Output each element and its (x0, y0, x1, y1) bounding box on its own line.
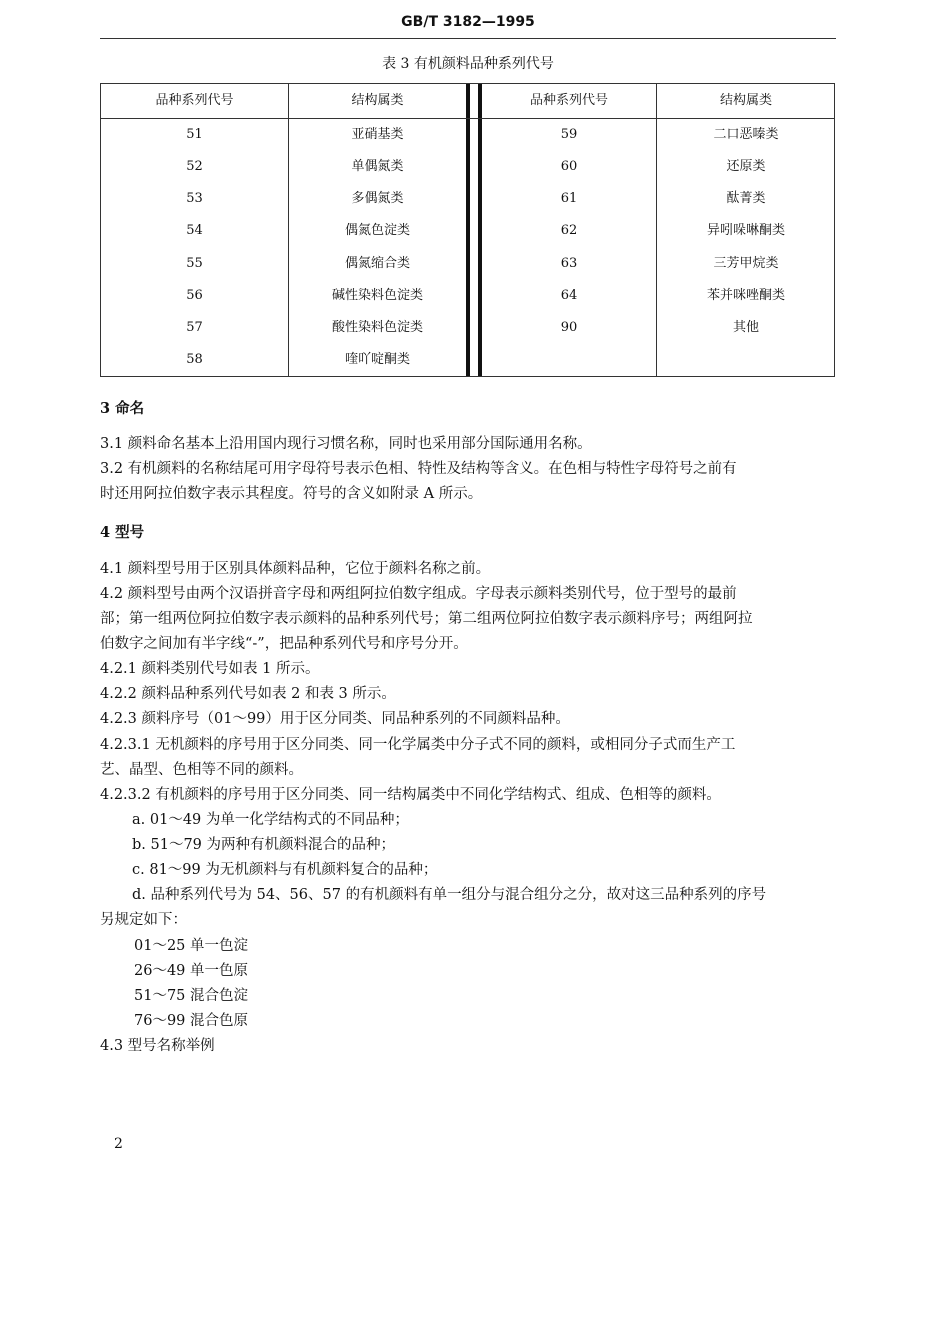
structure-class-cell: 亚硝基类 (351, 127, 404, 142)
clause-4-2-3-1-line-1: 4.2.3.1 无机颜料的序号用于区分同类、同一化学属类中分子式不同的颜料，或相同分子式而生产工 (100, 737, 736, 753)
structure-class-cell: 二口恶嗪类 (713, 127, 779, 142)
series-code-cell: 63 (560, 256, 578, 271)
list-item-a: a. 01～49 为单一化学结构式的不同品种； (132, 812, 409, 828)
range-row: 76～99 混合色原 (134, 1013, 249, 1029)
series-code-cell: 62 (560, 223, 578, 238)
document-header (100, 8, 836, 39)
structure-class-cell: 异吲哚啉酮类 (706, 223, 785, 238)
series-code-cell (482, 344, 656, 376)
series-code-cell: 56 (186, 288, 203, 303)
series-code-cell: 58 (186, 352, 203, 367)
section-4-title: 4 型号 (100, 524, 145, 541)
list-item-d-line-1: d. 品种系列代号为 54、56、57 的有机颜料有单一组分与混合组分之分，故对这三品种系列的序号 (132, 887, 767, 903)
structure-class-cell: 三芳甲烷类 (713, 256, 779, 271)
table-caption: 表 3 有机颜料品种系列代号 (382, 56, 554, 72)
clause-4-2-line-3: 伯数字之间加有半字线“-”，把品种系列代号和序号分开。 (100, 636, 468, 652)
section-3-title: 3 命名 (100, 400, 145, 417)
clause-4-2-3-2: 4.2.3.2 有机颜料的序号用于区分同类、同一结构属类中不同化学结构式、组成、色相等的颜料。 (100, 787, 721, 803)
series-code-cell: 57 (186, 320, 203, 335)
structure-class-cell: 多偶氮类 (351, 191, 404, 206)
header-series-code: 品种系列代号 (155, 93, 234, 108)
clause-3-2-line-1: 3.2 有机颜料的名称结尾可用字母符号表示色相、特性及结构等含义。在色相与特性字母符号之前有 (100, 461, 737, 477)
range-row: 51～75 混合色淀 (134, 988, 249, 1004)
series-code-cell: 59 (560, 127, 578, 142)
structure-class-cell (657, 344, 835, 376)
structure-class-cell: 碱性染料色淀类 (331, 288, 423, 303)
structure-class-cell: 还原类 (726, 159, 766, 174)
header-structure-class: 结构属类 (351, 93, 404, 108)
range-row: 26～49 单一色原 (134, 963, 249, 979)
clause-4-2-2: 4.2.2 颜料品种系列代号如表 2 和表 3 所示。 (100, 686, 396, 702)
structure-class-cell: 喹吖啶酮类 (344, 352, 410, 367)
list-item-d-line-2: 另规定如下： (100, 912, 187, 928)
clause-4-2-3: 4.2.3 颜料序号（01～99）用于区分同类、同品种系列的不同颜料品种。 (100, 711, 570, 727)
clause-3-2-line-2: 时还用阿拉伯数字表示其程度。符号的含义如附录 A 所示。 (100, 486, 483, 502)
page-number: 2 (114, 1136, 123, 1152)
series-code-cell: 55 (186, 256, 203, 271)
standard-code: GB/T 3182—1995 (401, 14, 535, 30)
header-series-code: 品种系列代号 (529, 93, 608, 108)
structure-class-cell: 酞菁类 (726, 191, 766, 206)
series-code-cell: 54 (186, 223, 203, 238)
range-row: 01～25 单一色淀 (134, 938, 249, 954)
clause-4-2-line-2: 部；第一组两位阿拉伯数字表示颜料的品种系列代号；第二组两位阿拉伯数字表示颜料序号；两组阿拉 (100, 611, 753, 627)
header-structure-class: 结构属类 (719, 93, 772, 108)
series-code-cell: 64 (560, 288, 578, 303)
series-code-cell: 51 (186, 127, 203, 142)
series-code-cell: 90 (560, 320, 578, 335)
structure-class-cell: 其他 (732, 320, 759, 335)
structure-class-cell: 苯并咪唑酮类 (706, 288, 785, 303)
clause-4-2-3-1-line-2: 艺、晶型、色相等不同的颜料。 (100, 762, 303, 778)
clause-4-2-line-1: 4.2 颜料型号由两个汉语拼音字母和两组阿拉伯数字组成。字母表示颜料类别代号，位于型号的最前 (100, 586, 737, 602)
clause-3-1: 3.1 颜料命名基本上沿用国内现行习惯名称，同时也采用部分国际通用名称。 (100, 436, 592, 452)
structure-class-cell: 偶氮缩合类 (344, 256, 410, 271)
clause-4-3: 4.3 型号名称举例 (100, 1038, 215, 1054)
series-code-cell: 61 (560, 191, 578, 206)
structure-class-cell: 酸性染料色淀类 (331, 320, 423, 335)
series-code-cell: 60 (560, 159, 578, 174)
list-item-c: c. 81～99 为无机颜料与有机颜料复合的品种； (132, 862, 438, 878)
series-code-cell: 52 (186, 159, 203, 174)
structure-class-cell: 单偶氮类 (351, 159, 404, 174)
pigment-series-table (100, 83, 835, 377)
clause-4-2-1: 4.2.1 颜料类别代号如表 1 所示。 (100, 661, 320, 677)
structure-class-cell: 偶氮色淀类 (344, 223, 410, 238)
clause-4-1: 4.1 颜料型号用于区别具体颜料品种，它位于颜料名称之前。 (100, 561, 491, 577)
series-code-cell: 53 (186, 191, 203, 206)
list-item-b: b. 51～79 为两种有机颜料混合的品种； (132, 837, 396, 853)
